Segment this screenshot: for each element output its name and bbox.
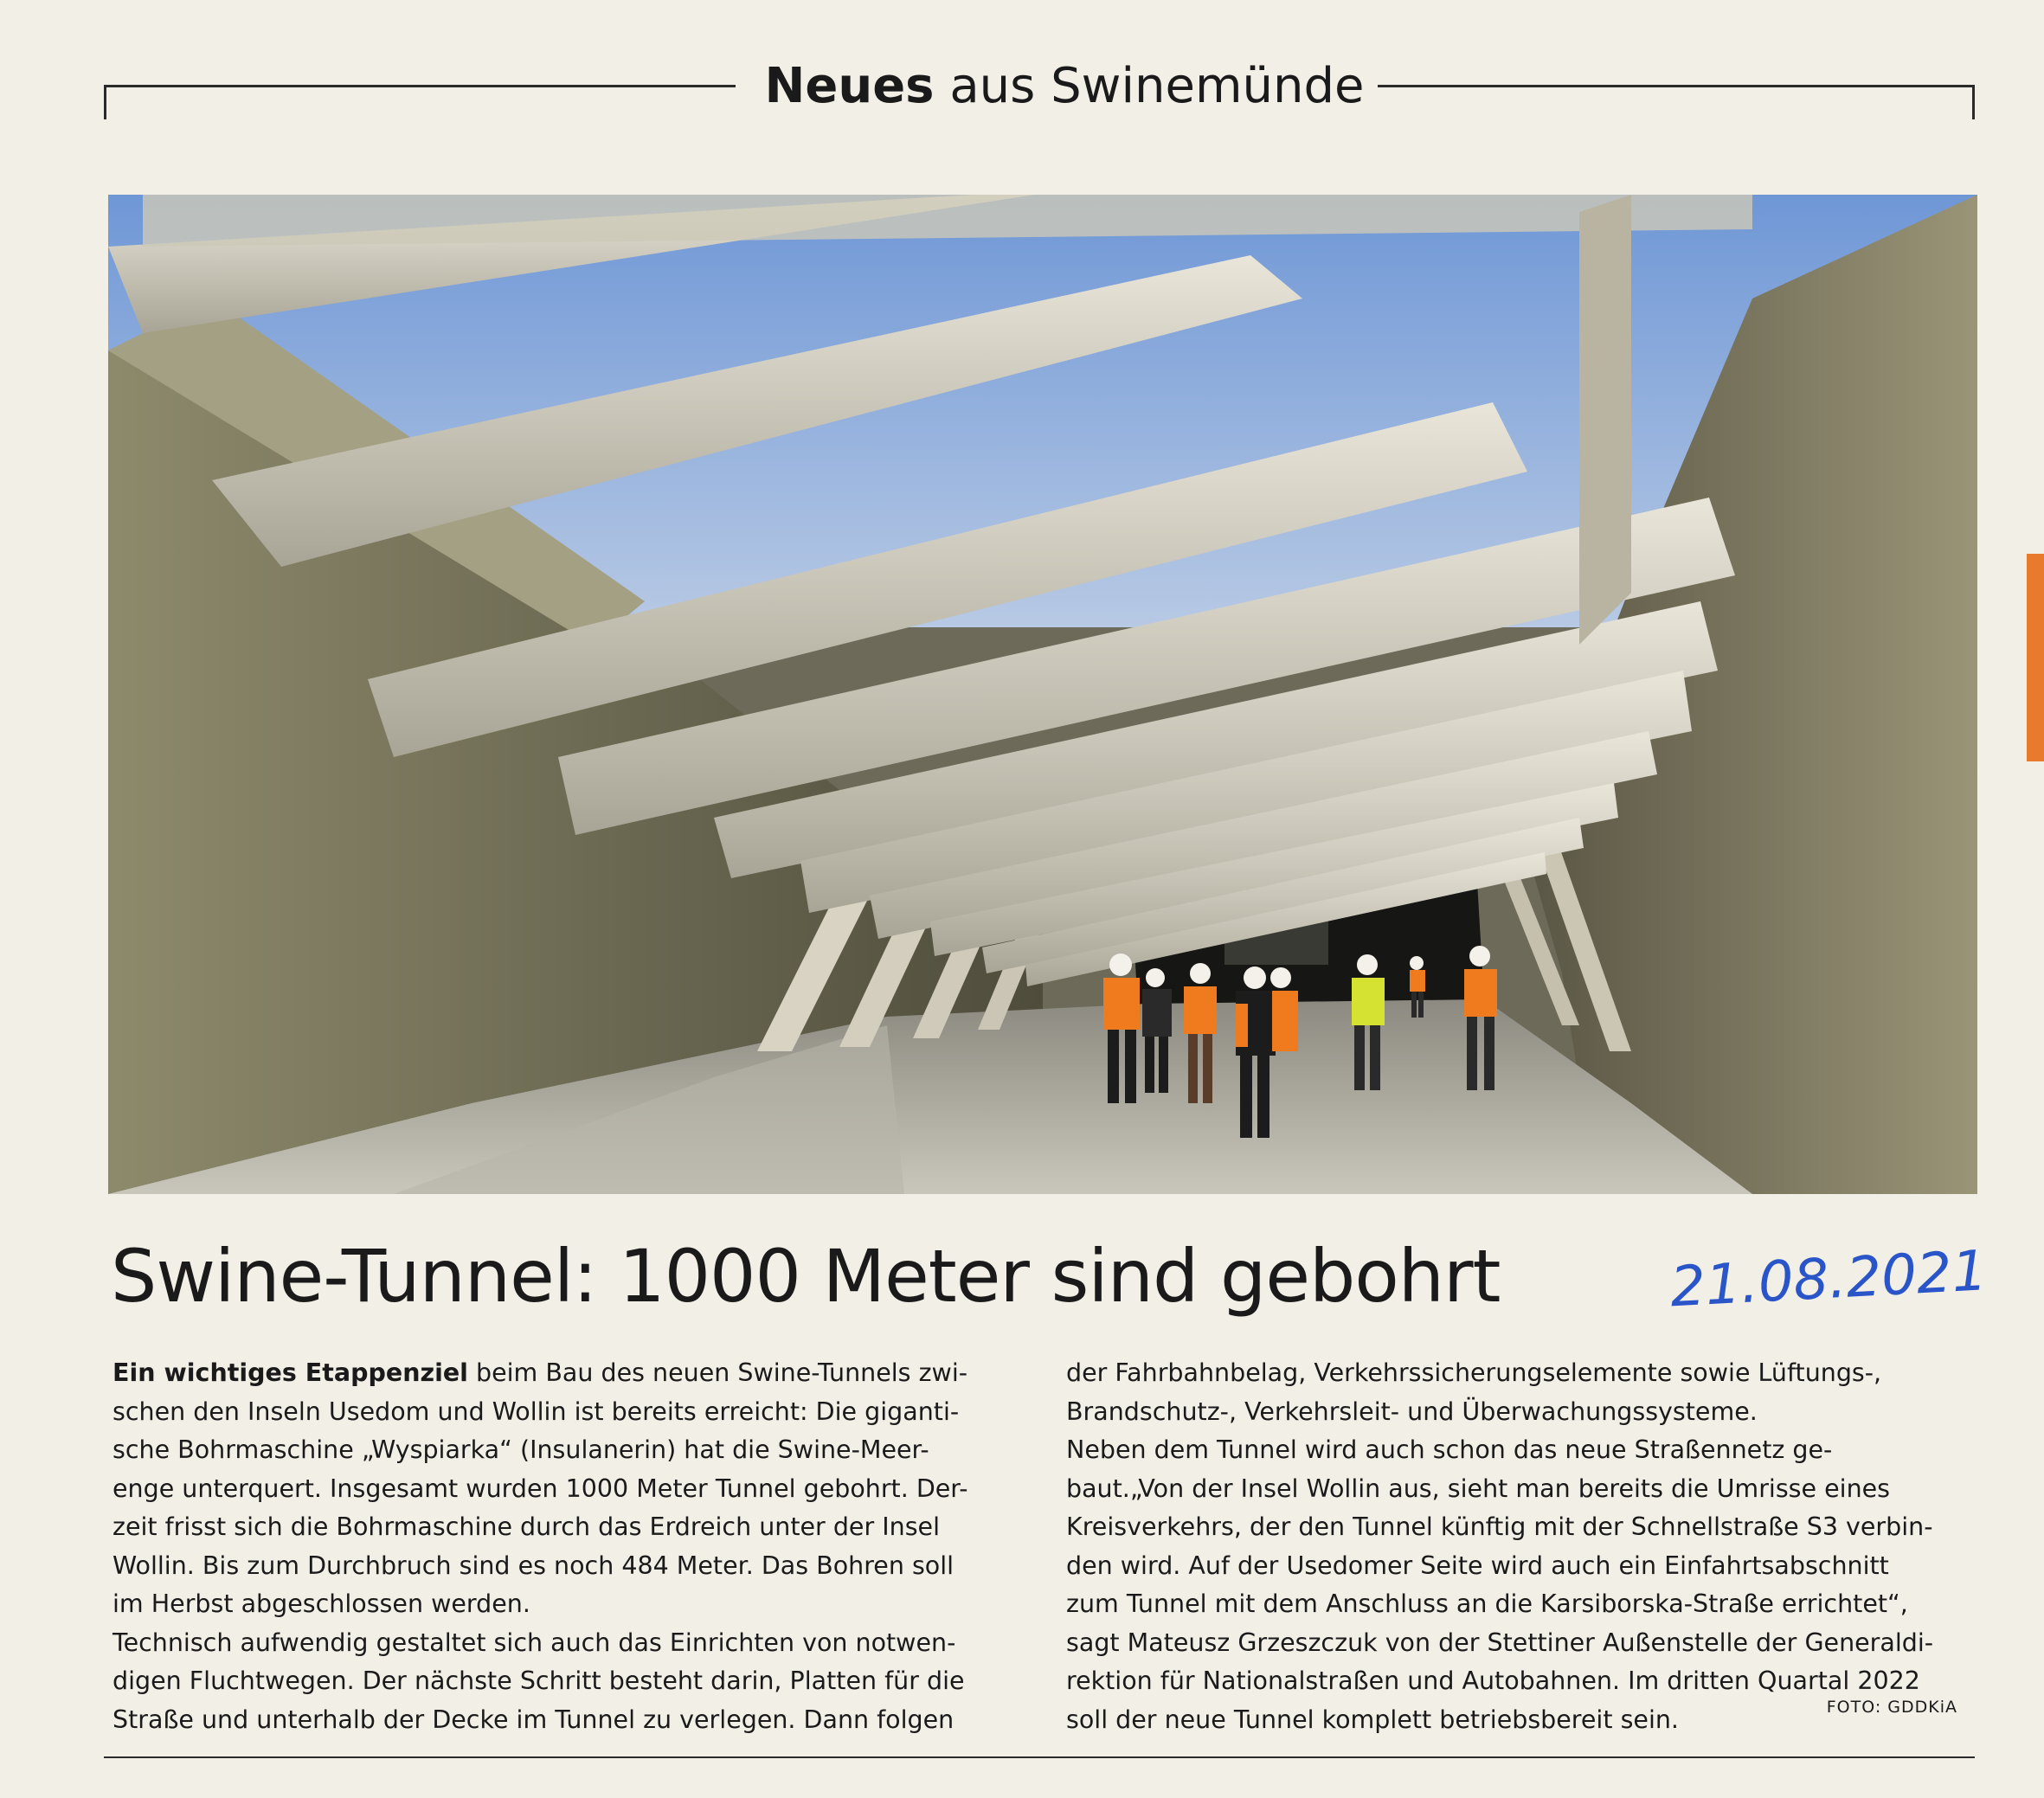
tunnel-construction-photo-icon xyxy=(108,195,1977,1194)
article-line-left-4: zeit frisst sich die Bohrmaschine durch das Erdreich unter der Insel xyxy=(112,1512,940,1541)
article-line-left-2: sche Bohrmaschine „Wyspiarka“ (Insulanerin) hat die Swine-Meer- xyxy=(112,1435,929,1464)
article-line-left-3: enge unterquert. Insgesamt wurden 1000 Meter Tunnel gebohrt. Der- xyxy=(112,1474,968,1503)
article-line-right-5: den wird. Auf der Usedomer Seite wird auch ein Einfahrtsabschnitt xyxy=(1066,1551,1889,1580)
article-line-right-8: rektion für Nationalstraßen und Autobahnen. Im dritten Quartal 2022 xyxy=(1066,1666,1920,1695)
article-line-right-2: Neben dem Tunnel wird auch schon das neue Straßennetz ge- xyxy=(1066,1435,1833,1464)
article-line-left-5: Wollin. Bis zum Durchbruch sind es noch 484 Meter. Das Bohren soll xyxy=(112,1551,955,1580)
article-lead: Ein wichtiges Etappenziel xyxy=(112,1358,468,1387)
header-rule-right-cap xyxy=(1972,85,1975,119)
section-title-rest: aus Swinemünde xyxy=(949,58,1365,114)
page-edge-color-mark xyxy=(2027,554,2044,761)
tunnel-construction-photo xyxy=(108,195,1977,1194)
section-title xyxy=(762,52,1367,121)
article-line-left-9: Straße und unterhalb der Decke im Tunnel zu verlegen. Dann folgen xyxy=(112,1705,955,1734)
header-rule-right xyxy=(1378,85,1975,87)
article-line-left-0: Ein wichtiges Etappenziel beim Bau des neuen Swine-Tunnels zwi- xyxy=(112,1358,968,1387)
article-line-right-4: Kreisverkehrs, der den Tunnel künftig mit der Schnellstraße S3 verbin- xyxy=(1066,1512,1933,1541)
bottom-rule xyxy=(104,1756,1975,1758)
article-line-right-1: Brandschutz-, Verkehrsleit- und Überwachungssysteme. xyxy=(1066,1397,1758,1426)
article-line-right-6: zum Tunnel mit dem Anschluss an die Karsiborska-Straße errichtet“, xyxy=(1066,1589,1908,1618)
article-column-left xyxy=(112,1354,1021,1739)
article-line-left-6: im Herbst abgeschlossen werden. xyxy=(112,1589,530,1618)
article-line-right-7: sagt Mateusz Grzeszczuk von der Stettiner Außenstelle der Generaldi- xyxy=(1066,1628,1934,1657)
header-rule-left xyxy=(104,85,736,87)
article-line-left-7: Technisch aufwendig gestaltet sich auch das Einrichten von notwen- xyxy=(112,1628,956,1657)
article-line-left-8: digen Fluchtwegen. Der nächste Schritt besteht darin, Platten für die xyxy=(112,1666,965,1695)
article-line-right-9: soll der neue Tunnel komplett betriebsbereit sein. xyxy=(1066,1705,1679,1734)
section-title-bold: Neues xyxy=(764,58,935,114)
handwritten-date: 21.08.2021 xyxy=(1668,1239,1989,1320)
article-line-right-0: der Fahrbahnbelag, Verkehrssicherungselemente sowie Lüftungs-, xyxy=(1066,1358,1882,1387)
section-header xyxy=(104,52,1975,121)
header-rule-left-cap xyxy=(104,85,106,119)
article-headline: Swine-Tunnel: 1000 Meter sind gebohrt xyxy=(111,1234,1501,1319)
photo-credit: FOTO: GDDKiA xyxy=(1826,1698,1957,1717)
article-column-right xyxy=(1066,1354,1957,1739)
article-line-right-3: baut.„Von der Insel Wollin aus, sieht man bereits die Umrisse eines xyxy=(1066,1474,1891,1503)
article-line-left-1: schen den Inseln Usedom und Wollin ist bereits erreicht: Die giganti- xyxy=(112,1397,960,1426)
